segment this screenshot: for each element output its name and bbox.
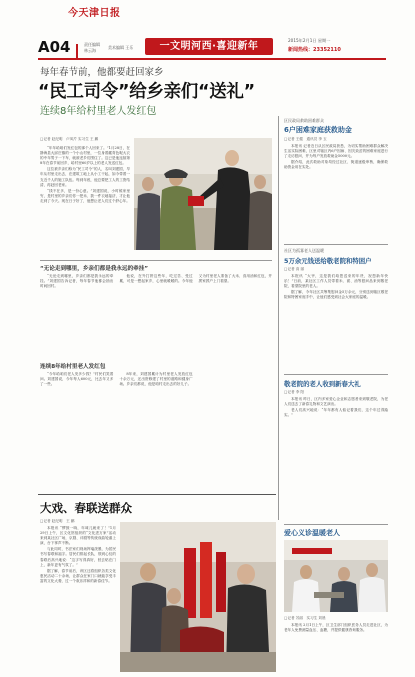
brief-paragraph: 据介绍，此次救助对象均经过社区、街道逐级审核，确保救助资金用在实处。 [284, 160, 388, 170]
newspaper-logo: 今天津日报 [68, 8, 121, 19]
masthead [0, 0, 415, 60]
brief-paragraph: 本报讯 “大爷，这是我们给您送来的年货，祝您新年快乐！”日前，某社区工作人员带着米、面、油等慰问品来到敬老院，看望院里的老人。 [284, 274, 388, 289]
bottom-paragraph: 与此同时，书法家们现场挥毫泼墨，为居民书写春联和福字。居民们排起长队，领到心仪的春联后高兴地说：“这字写得真好，回去贴在门上，新年更有气氛了。” [40, 547, 116, 567]
brief-2-headline: 5万余元钱送给敬老院和特困户 [284, 257, 372, 265]
lead-story [38, 62, 272, 492]
section-banner [145, 38, 273, 55]
lead-paragraph: 他说，在外打拼这些年，吃过苦、受过累，可是一想起家乡，心里就暖暖的。今年他又为村里老人准备了大米、食用油和红包，并挨家挨户上门看望。 [119, 274, 272, 284]
lead-sub2-body [40, 372, 272, 490]
bottom-paragraph: 本报讯 “锣鼓一响，年味儿就来了！”1月29日上午，区文化馆组织的“文化进万家”活动来到某社区广场，京剧、评剧等传统戏曲轮番上演，台下掌声不断。 [40, 526, 116, 546]
bottom-story [38, 498, 276, 674]
brief-paragraph: 据了解，今年社区共筹集慰问金5万余元，分别送到辖区敬老院和特困家庭手中，让他们感受到社会大家庭的温暖。 [284, 290, 388, 300]
page-number-rule [76, 44, 78, 58]
section-banner-text: 一文明河西·喜迎新年 [159, 41, 259, 52]
brief-divider [284, 524, 388, 525]
masthead-rule [38, 58, 386, 60]
bottom-right-brief [284, 524, 388, 674]
brief-divider [284, 374, 388, 375]
lead-photo-caption [134, 249, 140, 250]
brief-1-body [284, 144, 388, 242]
bottom-byline: □记者 赵纪明 王 鹏 [40, 519, 75, 523]
lead-paragraph: “钱不在多，是一份心意。”刘建国说，小时候家里穷，是村里的乡亲们你一把米、我一件衣地接济，才让他走到了今天。现在日子好了，他想让老人们过个舒心年。 [40, 188, 130, 203]
brief-paragraph: 本报讯 昨日，区内多家爱心企业和志愿者来到敬老院，为老人们送去了新春礼物和文艺演出。 [284, 397, 388, 407]
corner-photo-caption [284, 611, 288, 612]
lead-deck: 连续8年给村里老人发红包 [40, 106, 157, 117]
lead-paragraph: “年年给咱们发红包的那个人回来了。”1月28日，在静海县大邱庄镇的一个小山村里，一位身着藏青色呢大衣的中年男子一下车，就被老乡们围住了。这已是他连续第8年在春节前回乡，给村里60岁以上的老人发送红包。 [40, 146, 130, 166]
lead-paragraph: “今年给咱们老人发多少钱？”村民们笑着问。刘建国说，今年每人600元，比去年又多了一些。 [40, 372, 114, 387]
brief-4-byline: □记者 苏丽 实习生 刘晨 [284, 616, 326, 620]
lead-paragraph: 8年来，刘建国累计为村里老人发放红包十余万元，还出资修建了村里的道路和健身广场。乡亲们都说，他是咱村走出去的好儿子。 [119, 372, 193, 387]
brief-3-byline: □记者 李 阳 [284, 390, 305, 394]
brief-1-kicker: 区民政局救助困难群众 [284, 118, 324, 123]
lead-divider [40, 260, 272, 261]
brief-paragraph: 本报讯 记者近日从区民政局获悉，为切实帮助困难群众解决生活实际困难，区里对辖区内6户因病、因灾致贫的困难家庭进行了走访慰问，并为每户发放救助金5000元。 [284, 144, 388, 159]
brief-paragraph: 本报讯 2月1日上午，区卫生部门组织医务人员走进社区，为老年人免费测量血压、血糖，并提供健康咨询服务。 [284, 623, 388, 633]
brief-3-headline: 敬老院的老人收到新春大礼 [284, 380, 361, 388]
bottom-paragraph: 据了解，春节前后，该区还将组织各类文化惠民活动二十余场，让群众在家门口就能享受丰富的文化大餐，过一个欢乐祥和的新春佳节。 [40, 568, 116, 583]
brief-4-headline: 爱心义诊温暖老人 [284, 529, 340, 537]
news-hotline: 新闻热线：23352110 [288, 47, 341, 53]
lead-subhead-2: 连续8年给村里老人发红包 [40, 364, 106, 370]
lead-subhead-1: “无论走到哪里，乡亲们都是我永远的牵挂” [40, 266, 149, 272]
bottom-photo-caption [120, 671, 124, 672]
desk-editor: 林云海 [84, 48, 96, 53]
art-editor: 美术编辑 王乐 [108, 45, 134, 50]
corner-photo [284, 540, 388, 612]
lead-photo-image [134, 138, 272, 250]
corner-photo-image [284, 540, 388, 612]
brief-1-byline: □记者 王健 通讯员 李 玉 [284, 137, 327, 141]
issue-date: 2015年2月1日 星期一 [288, 38, 331, 43]
brief-2-body [284, 274, 388, 374]
bottom-photo-image [120, 522, 276, 672]
right-column [284, 116, 388, 522]
lead-kicker: 每年春节前，他都要赶回家乡 [40, 67, 164, 78]
lead-body [40, 146, 130, 256]
brief-4-body [284, 623, 388, 671]
bottom-body [40, 526, 116, 672]
brief-1-headline: 6户困难家庭获救助金 [284, 126, 352, 134]
brief-divider [284, 244, 388, 245]
brief-2-byline: □记者 高 丽 [284, 267, 305, 271]
section-divider [38, 494, 276, 495]
column-divider [278, 116, 279, 520]
bottom-photo [120, 522, 276, 672]
page-number: A04 [38, 38, 71, 56]
lead-photo [134, 138, 272, 250]
brief-2-kicker: 社区为孤寡老人送温暖 [284, 248, 324, 253]
lead-headline: “民工司令”给乡亲们“送礼” [38, 82, 255, 102]
brief-paragraph: 老人们高兴地说：“年年都有人惦记着我们，这个年过得踏实。” [284, 408, 388, 418]
lead-paragraph: 这位被乡亲们称为“民工司令”的人，名叫刘建国，早年从村里走出去，在建筑工地上从小工干起，如今带着一支近千人的施工队伍。每到年底，他总要把工人的工资结清，再赶回老家。 [40, 167, 130, 187]
lead-paragraph: “无论走到哪里，乡亲们都是我永远的牵挂。”刘建国告诉记者，每年春节他都会抽出时间回村。 [40, 274, 114, 289]
desk-label: 责任编辑 [84, 42, 100, 47]
brief-3-body [284, 397, 388, 485]
lead-byline: □记者 赵纪明 卢凤芹 实习生 王 鹏 [40, 137, 99, 141]
bottom-headline: 大戏、春联送群众 [40, 501, 132, 515]
